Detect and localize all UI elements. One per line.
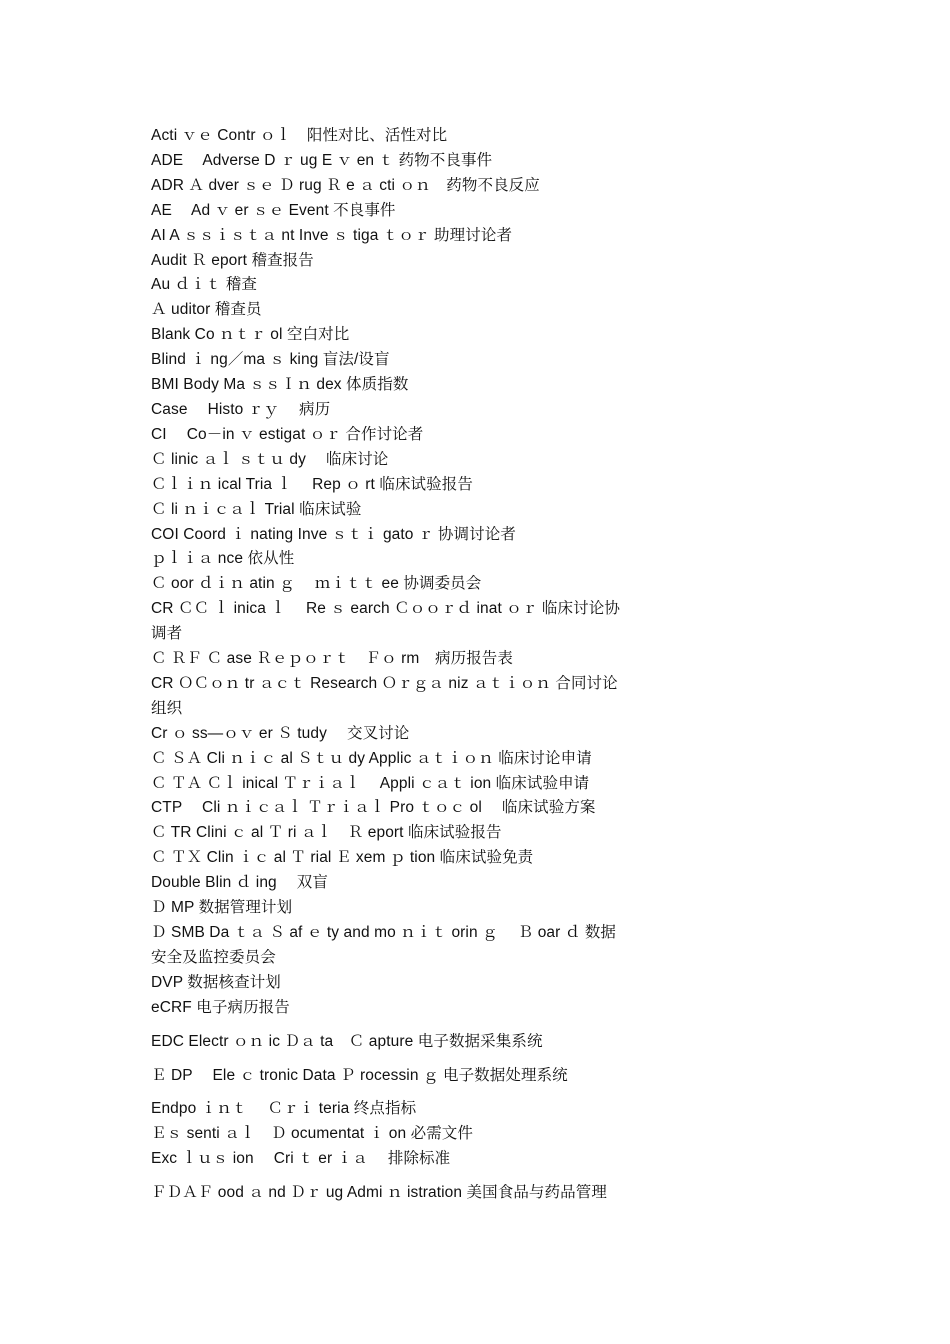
glossary-entry: CR ＯＣｏｎ tr ａｃｔ Research Ｏｒｇａ niz ａｔｉｏｎ 合同讨论组织 [151, 674, 618, 717]
glossary-entry: Case Histo ｒｙ 病历 [151, 400, 331, 418]
glossary-entry: Blank Co ｎｔｒ ol 空白对比 [151, 326, 350, 344]
glossary-entry: DVP 数据核查计划 [151, 973, 281, 991]
glossary-entry: Blind ｉ ng／ma ｓ king 盲法/设盲 [151, 351, 390, 369]
glossary-entry: EDC Electr ｏｎ ic Ｄａ ta Ｃ apture 电子数据采集系统 [151, 1032, 543, 1050]
glossary-entry: Double Blin ｄ ing 双盲 [151, 874, 328, 892]
glossary-entry: Ｃ ＴＡ Ｃｌ inical Ｔｒｉａｌ Appli ｃａｔ ion 临床试验申请 [151, 774, 590, 792]
glossary-entry: AI A ｓｓｉｓｔａ nt Inve ｓ tiga ｔｏｒ 助理讨论者 [151, 226, 513, 244]
glossary-entry: ADR Ａ dver ｓｅ Ｄ rug Ｒ e ａ cti ｏｎ 药物不良反应 [151, 176, 540, 194]
glossary-entry: Ｃ ＲＦ Ｃ ase Ｒｅｐｏｒｔ Ｆｏ rm 病历报告表 [151, 650, 513, 668]
glossary-entry: CI Co－in ｖ estigat ｏｒ 合作讨论者 [151, 425, 424, 443]
glossary-entry: Ｅ DP Ele ｃ tronic Data Ｐ rocessin ｇ 电子数据处理系统 [151, 1066, 568, 1084]
glossary-entry: CR ＣＣ ｌ inica ｌ Re ｓ earch Ｃｏｏｒｄ inat ｏｒ 临床讨论协调者 [151, 600, 620, 643]
glossary-entry: eCRF 电子病历报告 [151, 998, 290, 1016]
glossary-entry: Exc ｌｕｓ ion Cri ｔ er ｉａ 排除标准 [151, 1150, 451, 1168]
glossary-entry: Ｃ linic ａｌ ｓｔｕ dy 临床讨论 [151, 450, 389, 468]
glossary-entry: Ｃ ＳＡ Cli ｎｉｃ al Ｓｔｕ dy Applic ａｔｉｏｎ 临床讨论申请 [151, 749, 592, 767]
glossary-entry: Au ｄｉｔ 稽查 [151, 276, 257, 294]
glossary-entry: Cr ｏ ss—ｏｖ er Ｓ tudy 交叉讨论 [151, 724, 410, 742]
glossary-entry: Ａ uditor 稽查员 [151, 301, 262, 319]
glossary-entry: BMI Body Ma ｓｓＩｎ dex 体质指数 [151, 376, 409, 394]
glossary-list [151, 124, 629, 1206]
glossary-entry: Ｃ ＴＸ Clin ｉｃ al Ｔ rial Ｅ xem ｐ tion 临床试验免责 [151, 849, 534, 867]
glossary-entry: Ｄ SMB Da ｔａ Ｓ af ｅ ty and mo ｎｉｔ orin ｇ Ｂ oar ｄ 数据安全及监控委员会 [151, 924, 617, 966]
glossary-entry: Ｅｓ senti ａｌ Ｄ ocumentat ｉ on 必需文件 [151, 1125, 473, 1143]
glossary-entry: Ｃ TR Clini ｃ al Ｔ ri ａｌ Ｒ eport 临床试验报告 [151, 824, 502, 842]
glossary-entry: Ｃ oor ｄｉｎ atin ｇ ｍｉｔｔ ee 协调委员会 [151, 575, 482, 593]
glossary-entry: Ｄ MP 数据管理计划 [151, 899, 293, 917]
glossary-entry: ｐｌｉａ nce 依从性 [151, 550, 295, 568]
glossary-entry: Ｃ li ｎｉｃａｌ Trial 临床试验 [151, 500, 362, 518]
glossary-entry: Acti ｖｅ Contr ｏｌ 阳性对比、活性对比 [151, 127, 448, 144]
glossary-entry: Ｃｌｉｎ ical Tria ｌ Rep ｏ rt 临床试验报告 [151, 475, 473, 493]
glossary-entry: ADE Adverse D ｒ ug E ｖ en ｔ 药物不良事件 [151, 151, 493, 169]
glossary-entry: CTP Cli ｎｉｃａｌ Ｔｒｉａｌ Pro ｔｏｃ ol 临床试验方案 [151, 799, 596, 817]
glossary-entry: Endpo ｉｎｔ Ｃｒｉ teria 终点指标 [151, 1100, 417, 1118]
glossary-entry: AE Ad ｖ er ｓｅ Event 不良事件 [151, 201, 396, 219]
glossary-entry: COI Coord ｉ nating Inve ｓｔｉ gato ｒ 协调讨论者 [151, 525, 516, 543]
glossary-entry: Audit Ｒ eport 稽查报告 [151, 251, 314, 269]
glossary-entry: ＦＤＡＦ ood ａ nd Ｄｒ ug Admi ｎ istration 美国食品与药品管理 [151, 1184, 607, 1202]
